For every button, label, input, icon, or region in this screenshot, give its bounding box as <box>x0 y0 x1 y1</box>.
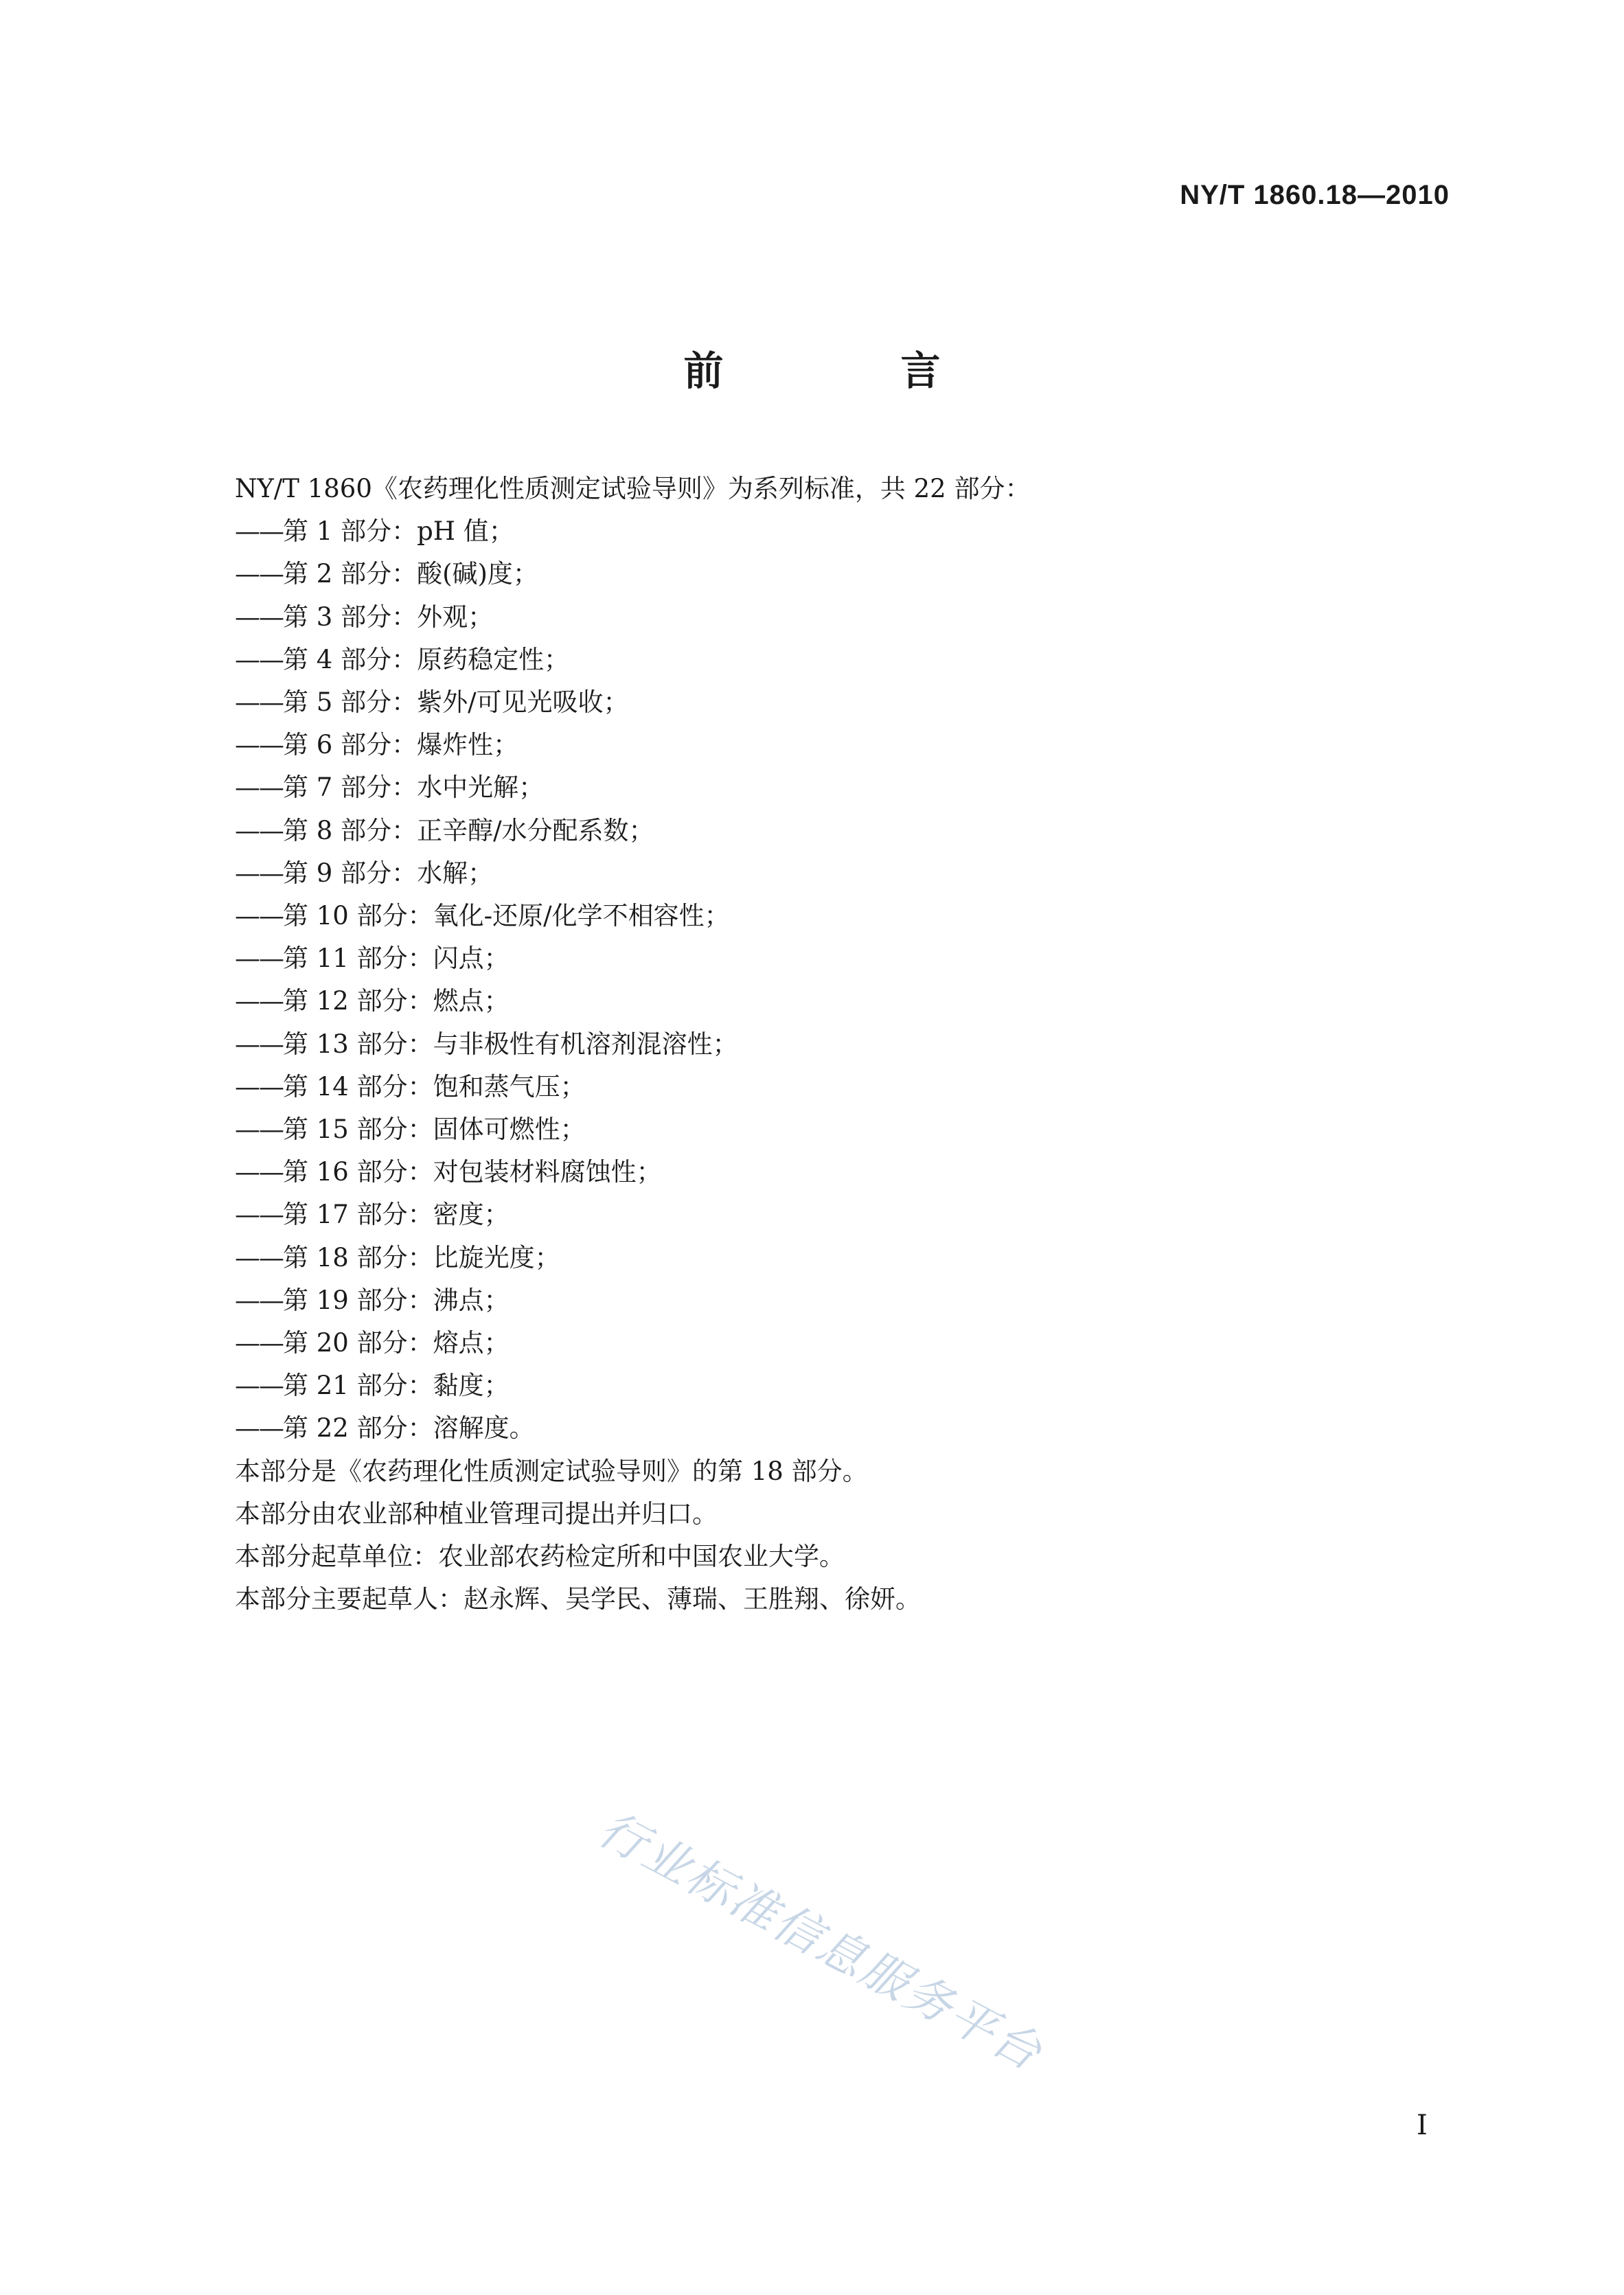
list-dash: —— <box>235 687 283 718</box>
part-item <box>235 1322 1443 1365</box>
part-label: 第 17 部分：密度； <box>283 1200 510 1230</box>
part-item <box>235 766 1443 809</box>
watermark: 行业标准信息服务平台 <box>589 1801 1052 2082</box>
foreword-content <box>235 468 1443 1621</box>
list-dash: —— <box>235 986 283 1016</box>
part-label: 第 20 部分：熔点； <box>283 1328 510 1358</box>
part-item <box>235 596 1443 639</box>
parts-list <box>235 510 1443 1450</box>
part-label: 第 6 部分：爆炸性； <box>283 730 519 760</box>
part-label: 第 19 部分：沸点； <box>283 1285 510 1315</box>
part-item <box>235 1237 1443 1279</box>
list-dash: —— <box>235 644 283 674</box>
part-label: 第 3 部分：外观； <box>283 602 494 632</box>
list-dash: —— <box>235 1029 283 1059</box>
list-dash: —— <box>235 559 283 589</box>
part-label: 第 10 部分：氧化-还原/化学不相容性； <box>283 901 730 931</box>
part-label: 第 12 部分：燃点； <box>283 986 510 1016</box>
part-item <box>235 1151 1443 1194</box>
paragraph-drafting-units: 本部分起草单位：农业部农药检定所和中国农业大学。 <box>235 1542 845 1572</box>
list-dash: —— <box>235 730 283 760</box>
part-label: 第 21 部分：黏度； <box>283 1371 510 1401</box>
part-label: 第 16 部分：对包装材料腐蚀性； <box>283 1157 662 1187</box>
list-dash: —— <box>235 858 283 888</box>
part-label: 第 2 部分：酸(碱)度； <box>283 559 538 589</box>
part-item <box>235 1066 1443 1108</box>
list-dash: —— <box>235 1115 283 1145</box>
part-label: 第 11 部分：闪点； <box>283 944 510 974</box>
list-dash: —— <box>235 944 283 974</box>
part-item <box>235 1407 1443 1450</box>
list-dash: —— <box>235 773 283 803</box>
part-label: 第 1 部分：pH 值； <box>283 516 514 547</box>
part-item <box>235 937 1443 980</box>
part-label: 第 5 部分：紫外/可见光吸收； <box>283 687 629 718</box>
list-dash: —— <box>235 1285 283 1315</box>
part-item <box>235 724 1443 766</box>
part-item <box>235 852 1443 895</box>
part-label: 第 7 部分：水中光解； <box>283 773 545 803</box>
part-item <box>235 980 1443 1023</box>
paragraph-part-number: 本部分是《农药理化性质测定试验导则》的第 18 部分。 <box>235 1456 868 1486</box>
part-item <box>235 1365 1443 1407</box>
list-dash: —— <box>235 1157 283 1187</box>
part-label: 第 14 部分：饱和蒸气压； <box>283 1071 586 1101</box>
part-item <box>235 639 1443 681</box>
part-label: 第 15 部分：固体可燃性； <box>283 1115 586 1145</box>
page-title: 前 言 <box>683 347 1009 394</box>
paragraph-drafters: 本部分主要起草人：赵永辉、吴学民、薄瑞、王胜翔、徐妍。 <box>235 1584 921 1614</box>
list-dash: —— <box>235 1071 283 1101</box>
list-dash: —— <box>235 815 283 845</box>
part-item <box>235 1023 1443 1066</box>
part-item <box>235 681 1443 724</box>
part-label: 第 9 部分：水解； <box>283 858 494 888</box>
list-dash: —— <box>235 1328 283 1358</box>
part-item <box>235 1108 1443 1151</box>
list-dash: —— <box>235 1413 283 1443</box>
part-label: 第 22 部分：溶解度。 <box>283 1413 535 1443</box>
part-item <box>235 1194 1443 1236</box>
list-dash: —— <box>235 516 283 547</box>
part-item <box>235 510 1443 553</box>
document-code: NY/T 1860.18—2010 <box>1180 180 1450 210</box>
part-item <box>235 553 1443 595</box>
part-label: 第 18 部分：比旋光度； <box>283 1242 560 1272</box>
part-item <box>235 1279 1443 1322</box>
list-dash: —— <box>235 1242 283 1272</box>
part-item <box>235 895 1443 937</box>
part-item <box>235 810 1443 852</box>
list-dash: —— <box>235 901 283 931</box>
part-label: 第 4 部分：原药稳定性； <box>283 644 570 674</box>
paragraph-proposer: 本部分由农业部种植业管理司提出并归口。 <box>235 1498 718 1529</box>
part-label: 第 8 部分：正辛醇/水分配系数； <box>283 815 654 845</box>
list-dash: —— <box>235 1200 283 1230</box>
intro-paragraph: NY/T 1860《农药理化性质测定试验导则》为系列标准，共 22 部分： <box>235 474 1031 503</box>
part-label: 第 13 部分：与非极性有机溶剂混溶性； <box>283 1029 738 1059</box>
page-number: I <box>1417 2110 1428 2141</box>
list-dash: —— <box>235 1371 283 1401</box>
list-dash: —— <box>235 602 283 632</box>
